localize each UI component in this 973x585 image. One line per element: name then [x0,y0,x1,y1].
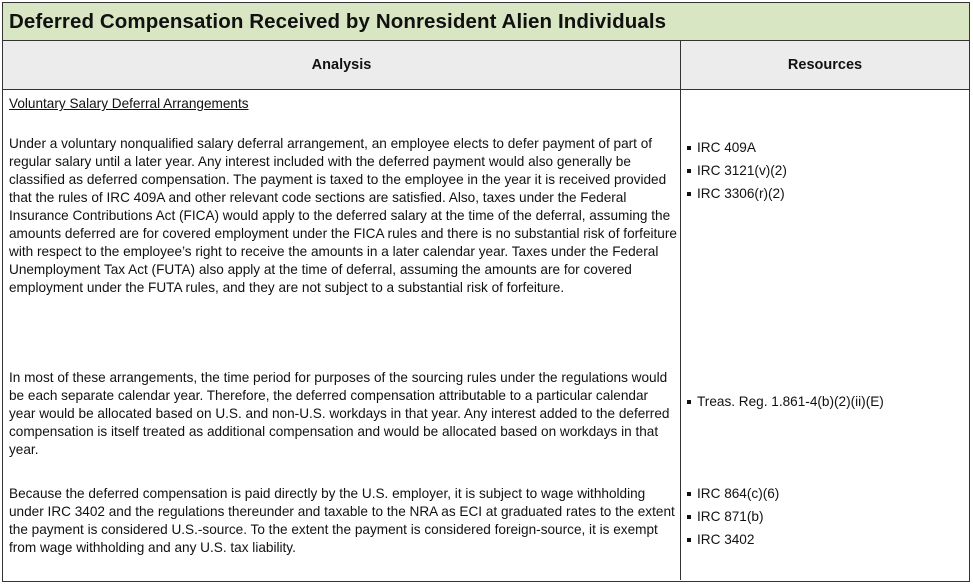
resource-citation: IRC 871(b) [697,509,764,524]
analysis-paragraph-2: In most of these arrangements, the time period for purposes of the sourcing rules under the regulations would be each separate calendar year. Therefore, the deferred compensation attributable to a particular calendar year would be allocated based on U.S. and non-U.S. workdays in that year. Any interest added to the deferred compensation is itself treated as additional compensation and would be allocated based on workdays in that year. [9,370,670,457]
table-body-row [3,90,969,580]
resource-citation: Treas. Reg. 1.861-4(b)(2)(ii)(E) [697,394,884,409]
title-bar [3,3,969,41]
bullet-icon [687,169,691,173]
bullet-icon [687,146,691,150]
list-item [687,159,787,182]
page-title: Deferred Compensation Received by Nonresident Alien Individuals [9,9,667,33]
list-item [687,505,779,528]
resource-citation: IRC 3306(r)(2) [697,186,785,201]
resource-list-2 [687,390,884,413]
list-item [687,528,779,551]
section-subheading: Voluntary Salary Deferral Arrangements [9,96,249,111]
resource-citation: IRC 409A [697,140,756,155]
list-item [687,182,787,205]
analysis-cell [3,90,681,580]
resource-citation: IRC 3121(v)(2) [697,163,787,178]
content-table [2,2,970,582]
list-item [687,482,779,505]
resources-column-header: Resources [787,57,863,73]
bullet-icon [687,192,691,196]
bullet-icon [687,400,691,404]
bullet-icon [687,538,691,542]
resource-citation: IRC 864(c)(6) [697,486,780,501]
bullet-icon [687,515,691,519]
list-item [687,390,884,413]
resources-cell [681,90,969,580]
list-item [687,136,787,159]
analysis-paragraph-1: Under a voluntary nonqualified salary deferral arrangement, an employee elects to defer payment of part of regular salary until a later year. Any interest included with the deferred payment would also generally be classified as deferred compensation. The payment is taxed to the employee in the year it is received provided that the rules of IRC 409A and other relevant code sections are satisfied. Also, taxes under the Federal Insurance Contributions Act (FICA) would apply to the deferred salary at the time of the deferral, assuming the amounts deferred are for covered employment under the FICA rules and there is no substantial risk of forfeiture with respect to the employee’s right to receive the amounts in a later calendar year. Taxes under the Federal Unemployment Tax Act (FUTA) also apply at the time of deferral, assuming the amounts are for covered employment under the FUTA rules, and they are not subject to a substantial risk of forfeiture. [9,136,677,295]
analysis-paragraph-3: Because the deferred compensation is paid directly by the U.S. employer, it is subject to wage withholding under IRC 3402 and the regulations thereunder and taxable to the NRA as ECI at graduated rates to the extent the payment is considered U.S.-source. To the extent the payment is considered foreign-source, it is exempt from wage withholding and any U.S. tax liability. [9,486,675,555]
resource-citation: IRC 3402 [697,532,755,547]
analysis-column-header: Analysis [3,41,681,89]
resource-list-3 [687,482,779,551]
bullet-icon [687,492,691,496]
resource-list-1 [687,136,787,205]
table-header-row [3,41,969,90]
